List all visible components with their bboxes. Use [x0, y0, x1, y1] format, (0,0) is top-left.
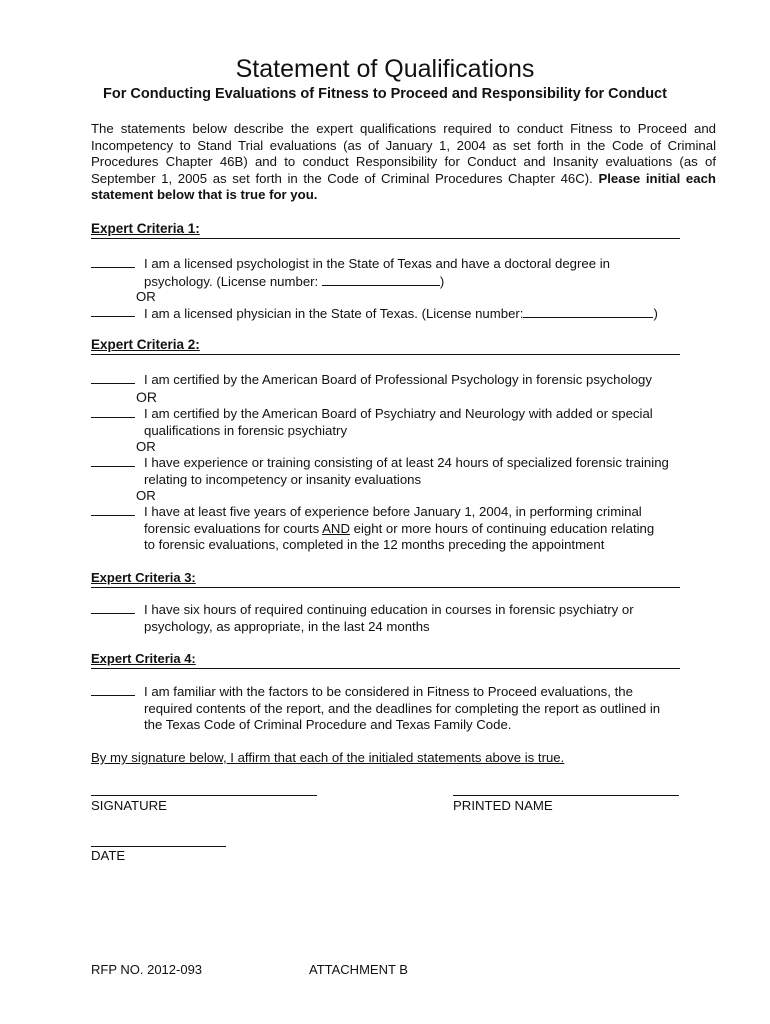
item-text: I am familiar with the factors to be considered in Fitness to Proceed evaluations, the [144, 684, 633, 699]
criteria-2-item-4 [91, 504, 701, 553]
initial-field[interactable] [91, 695, 135, 696]
and-emphasis: AND [322, 520, 350, 536]
initial-field[interactable] [91, 515, 135, 516]
initial-field[interactable] [91, 316, 135, 317]
initial-field[interactable] [91, 417, 135, 418]
item-text: I am a licensed psychologist in the State of Texas and have a doctoral degree in [144, 256, 611, 271]
item-text: I am certified by the American Board of Professional Psychology in forensic psychology [144, 372, 652, 387]
or-label: OR [136, 389, 157, 405]
criteria-4-item-1 [91, 684, 701, 733]
criteria-2-heading: Expert Criteria 2: [91, 337, 680, 355]
intro-text: The statements below describe the expert qualifications required to conduct Fitness to Proceed and Incompetency to Stand Trial evaluations (as of January 1, 2004 as set forth in the Code of Criminal Procedures Chapter 46B) and to conduct Responsibility for Conduct and Insanity evaluations (as of September 1, 2005 as set forth in the Code of Criminal Procedures Chapter 46C). [91, 121, 716, 186]
item-text: to forensic evaluations, completed in the 12 months preceding the appointment [144, 537, 605, 553]
criteria-3-heading: Expert Criteria 3: [91, 570, 680, 588]
item-text: I have at least five years of experience before January 1, 2004, in performing criminal [144, 504, 642, 519]
criteria-1-item-2 [91, 305, 701, 322]
attachment-label: ATTACHMENT B [309, 962, 408, 977]
or-label: OR [136, 488, 156, 503]
license-number-field[interactable] [523, 305, 653, 318]
item-text: I am certified by the American Board of Psychiatry and Neurology with added or special [144, 406, 653, 421]
signature-field[interactable] [91, 795, 317, 796]
item-text: psychology. (License number: [144, 273, 319, 289]
rfp-number: RFP NO. 2012-093 [91, 962, 203, 977]
affirmation-statement: By my signature below, I affirm that each of the initialed statements above is true. [91, 750, 565, 765]
item-text: eight or more hours of continuing education relating [353, 520, 655, 536]
page-subtitle: For Conducting Evaluations of Fitness to Proceed and Responsibility for Conduct [103, 86, 667, 102]
criteria-2-item-1 [91, 372, 701, 389]
date-field[interactable] [91, 846, 226, 847]
or-label: OR [136, 289, 156, 304]
item-text: relating to incompetency or insanity evaluations [144, 471, 422, 487]
license-number-field[interactable] [322, 273, 440, 286]
item-text: ) [439, 273, 445, 289]
criteria-4-heading: Expert Criteria 4: [91, 651, 680, 669]
initial-field[interactable] [91, 613, 135, 614]
date-label: DATE [91, 848, 126, 863]
criteria-1-heading: Expert Criteria 1: [91, 221, 680, 239]
initial-field[interactable] [91, 383, 135, 384]
criteria-2-item-3 [91, 455, 701, 487]
printed-name-label: PRINTED NAME [453, 798, 553, 813]
signature-label: SIGNATURE [91, 798, 167, 813]
item-text: forensic evaluations for courts [144, 520, 320, 536]
item-text: psychology, as appropriate, in the last 24 months [144, 618, 430, 634]
intro-paragraph [91, 121, 716, 204]
intro-instruction: Please initial each statement below that is true for you. [91, 170, 716, 203]
initial-field[interactable] [91, 267, 135, 268]
item-text: I am a licensed physician in the State of Texas. (License number: [144, 306, 524, 321]
item-text: I have six hours of required continuing education in courses in forensic psychiatry or [144, 602, 634, 617]
criteria-3-item-1 [91, 602, 701, 634]
item-text: the Texas Code of Criminal Procedure and Texas Family Code. [144, 717, 512, 733]
printed-name-field[interactable] [453, 795, 679, 796]
initial-field[interactable] [91, 466, 135, 467]
item-text: qualifications in forensic psychiatry [144, 422, 348, 438]
or-label: OR [136, 439, 156, 454]
criteria-2-item-2 [91, 406, 701, 438]
item-text: required contents of the report, and the deadlines for completing the report as outlined in [144, 700, 661, 716]
page-title: Statement of Qualifications [235, 55, 535, 83]
item-text: I have experience or training consisting of at least 24 hours of specialized forensic training [144, 455, 669, 470]
item-text: ) [653, 306, 658, 321]
criteria-1-item-1 [91, 256, 701, 289]
